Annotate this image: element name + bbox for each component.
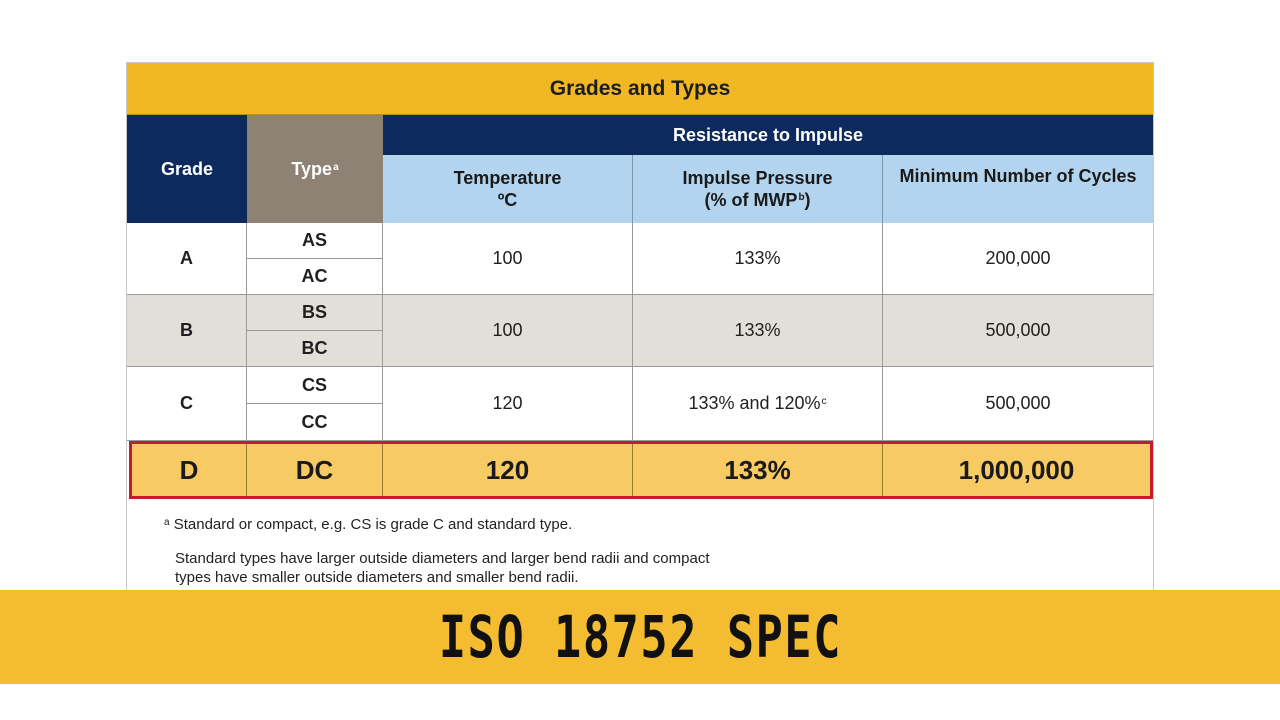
header-grade [127, 115, 247, 223]
footnote-note [175, 549, 710, 587]
header-cycles-label: Minimum Number of Cycles [899, 166, 1137, 186]
header-temperature [383, 155, 633, 223]
header-impulse-pressure [633, 155, 883, 223]
spec-banner [0, 590, 1280, 684]
row-c-cycles: 500,000 [883, 367, 1153, 441]
row-d-pressure: 133% [633, 444, 883, 496]
row-c-pressure-footnote-marker: c [821, 396, 827, 407]
row-d-cycles: 1,000,000 [958, 454, 1075, 485]
spec-table-card [126, 62, 1154, 602]
table-title: Grades and Types [127, 63, 1153, 115]
row-b-pressure: 133% [633, 295, 883, 367]
header-temperature-line2: ºC [497, 190, 518, 210]
row-b-grade: B [127, 295, 247, 367]
footnote-a [163, 515, 572, 534]
row-a-type-compact: AC [247, 259, 383, 295]
row-c-grade: C [127, 367, 247, 441]
header-pressure-line1: Impulse Pressure [682, 168, 833, 188]
header-temperature-line1: Temperature [453, 168, 562, 188]
row-c-pressure-value: 133% and 120% [688, 393, 821, 413]
header-resistance-label: Resistance to Impulse [672, 124, 864, 145]
footnote-a-text: Standard or compact, e.g. CS is grade C and standard type. [169, 516, 573, 533]
header-type-footnote-marker: a [333, 161, 339, 173]
header-type [247, 115, 383, 223]
header-type-label: Type [291, 158, 333, 179]
header-resistance-group [383, 115, 1153, 155]
header-grade-label: Grade [160, 158, 214, 179]
row-a-grade: A [127, 223, 247, 295]
header-min-cycles [883, 155, 1153, 223]
footnote-note-line1: Standard types have larger outside diameters and larger bend radii and compact [175, 550, 710, 567]
row-b-temperature: 100 [383, 295, 633, 367]
row-b-type-standard: BS [247, 295, 383, 331]
header-pressure-line2: (% of MWP$^b$) [704, 190, 811, 210]
row-c-type-standard: CS [247, 367, 383, 404]
row-c-pressure [633, 367, 883, 441]
footnote-a-marker: a [164, 517, 170, 528]
row-b-type-compact: BC [247, 331, 383, 367]
row-a-pressure: 133% [633, 223, 883, 295]
footnote-note-line2: types have smaller outside diameters and smaller bend radii. [175, 569, 579, 586]
row-d-highlight [129, 441, 1153, 499]
row-b-cycles: 500,000 [883, 295, 1153, 367]
row-d-type: DC [247, 444, 383, 496]
row-d-grade: D [132, 444, 247, 496]
row-d-temperature: 120 [383, 444, 633, 496]
row-a-temperature: 100 [383, 223, 633, 295]
row-c-type-compact: CC [247, 404, 383, 441]
row-c-temperature: 120 [383, 367, 633, 441]
row-a-cycles: 200,000 [883, 223, 1153, 295]
header-pressure-footnote-marker: b [798, 192, 805, 203]
banner-title: ISO 18752 SPEC [438, 603, 842, 671]
row-a-type-standard: AS [247, 223, 383, 259]
